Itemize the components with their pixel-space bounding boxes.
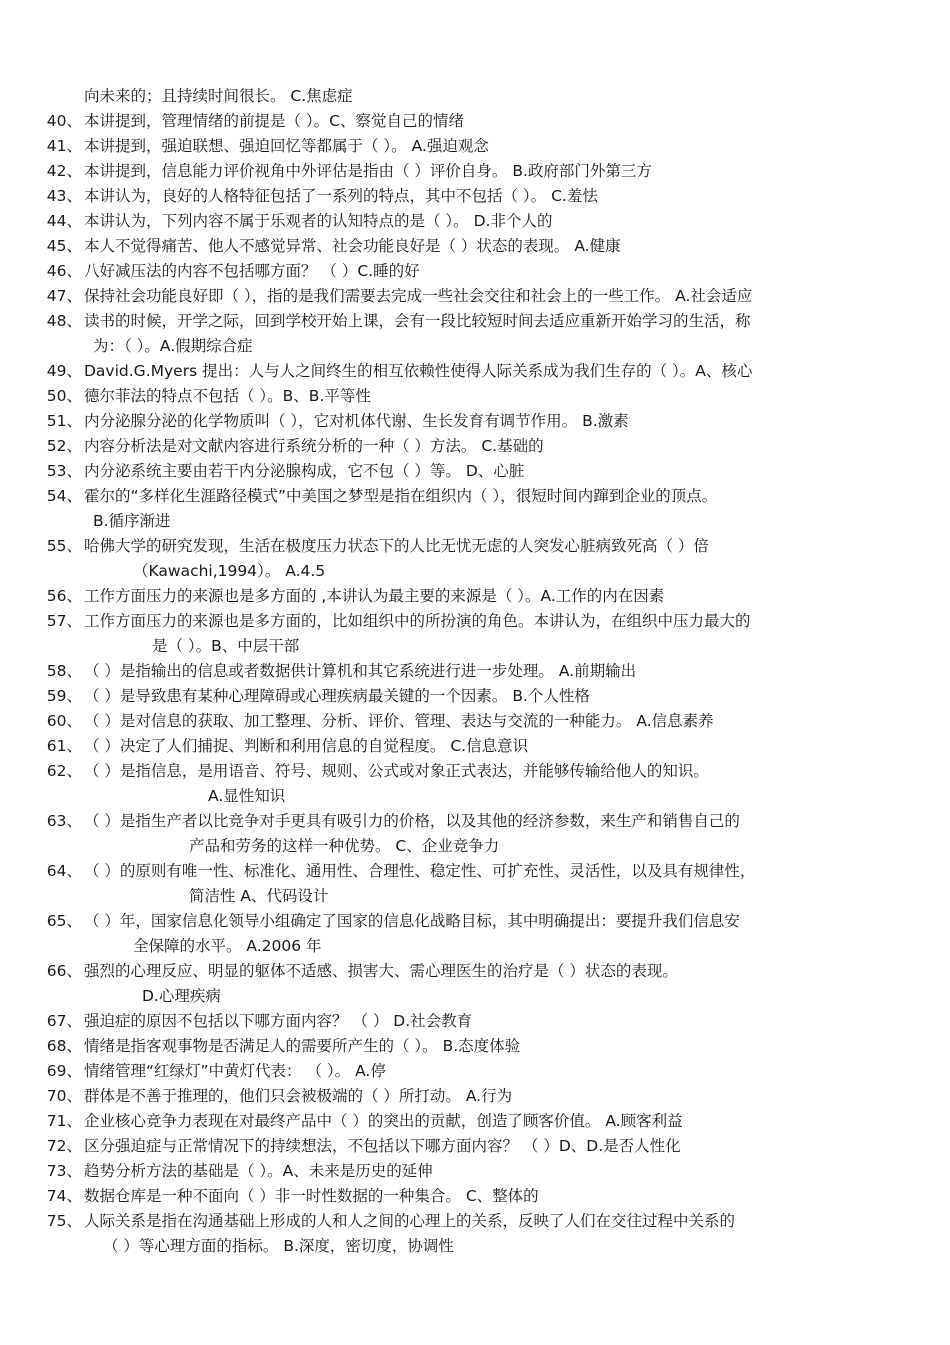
question-item [0,709,950,734]
question-item [0,1109,950,1134]
question-text: 人际关系是指在沟通基础上形成的人和人之间的心理上的关系，反映了人们在交往过程中关系的 [84,1212,736,1230]
question-number: 50、 [46,387,82,405]
question-text: 本讲认为，下列内容不属于乐观者的认知特点的是（ ）。 D.非个人的 [84,212,553,230]
question-text: 哈佛大学的研究发现，生活在极度压力状态下的人比无忧无虑的人突发心脏病致死高（ ）倍 [84,537,709,555]
question-number: 56、 [46,587,82,605]
question-item [0,1184,950,1209]
question-number: 75、 [46,1212,82,1230]
question-continuation: （ ）等心理方面的指标。 B.深度，密切度，协调性 [103,1237,454,1255]
question-item [0,1034,950,1059]
document-body [0,84,950,1259]
question-continuation: D.心理疾病 [142,987,221,1005]
question-number: 49、 [46,362,82,380]
question-text: 德尔菲法的特点不包括（ ）。B、B.平等性 [84,387,371,405]
question-text: 强烈的心理反应、明显的躯体不适感、损害大、需心理医生的治疗是（ ）状态的表现。 [84,962,678,980]
question-item [0,459,950,484]
question-item [0,159,950,184]
question-item [0,109,950,134]
question-continuation: A.显性知识 [208,787,286,805]
question-text: 内容分析法是对文献内容进行系统分析的一种（ ）方法。 C.基础的 [84,437,544,455]
question-item [0,434,950,459]
question-item [0,359,950,384]
question-continuation: 为：（ ）。A.假期综合症 [93,337,253,355]
question-item [0,409,950,434]
question-text: 本讲提到，信息能力评价视角中外评估是指由（ ）评价自身。 B.政府部门外第三方 [84,162,652,180]
question-continuation: 产品和劳务的这样一种优势。 C、企业竞争力 [189,837,500,855]
question-number: 48、 [46,312,82,330]
question-item [0,909,950,959]
question-text: （ ）是指输出的信息或者数据供计算机和其它系统进行进一步处理。 A.前期输出 [84,662,637,680]
question-text: 霍尔的“多样化生涯路径模式”中美国之梦型是指在组织内（ ），很短时间内蹿到企业的顶点。 [84,487,718,505]
question-item [0,609,950,659]
question-number: 74、 [46,1187,82,1205]
question-text: （ ）是导致患有某种心理障碍或心理疾病最关键的一个因素。 B.个人性格 [84,687,590,705]
question-number: 45、 [46,237,82,255]
question-text: 趋势分析方法的基础是（ ）。A、未来是历史的延伸 [84,1162,433,1180]
question-number: 47、 [46,287,82,305]
question-text: 情绪是指客观事物是否满足人的需要所产生的（ ）。 B.态度体验 [84,1037,521,1055]
question-text: （ ）的原则有唯一性、标准化、通用性、合理性、稳定性、可扩充性、灵活性，以及具有规律性， [84,862,756,880]
question-text: 企业核心竞争力表现在对最终产品中（ ）的突出的贡献，创造了顾客价值。 A.顾客利益 [84,1112,683,1130]
question-number: 44、 [46,212,82,230]
question-number: 69、 [46,1062,82,1080]
question-number: 63、 [46,812,82,830]
question-number: 57、 [46,612,82,630]
question-number: 43、 [46,187,82,205]
question-item [0,659,950,684]
question-item [0,959,950,1009]
question-number: 46、 [46,262,82,280]
question-item [0,209,950,234]
question-text: 数据仓库是一种不面向（ ）非一时性数据的一种集合。 C、整体的 [84,1187,539,1205]
question-text: （ ）是指生产者以比竞争对手更具有吸引力的价格，以及其他的经济参数，来生产和销售自己的 [84,812,740,830]
question-item [0,1009,950,1034]
question-item [0,84,950,109]
question-item [0,1159,950,1184]
question-item [0,859,950,909]
question-continuation: （Kawachi,1994）。 A.4.5 [133,562,326,580]
question-continuation: 是（ ）。B、中层干部 [152,637,300,655]
question-item [0,1209,950,1259]
question-item [0,684,950,709]
question-item [0,309,950,359]
question-text: 工作方面压力的来源也是多方面的，比如组织中的所扮演的角色。本讲认为，在组织中压力最大的 [84,612,751,630]
question-item [0,259,950,284]
question-item [0,284,950,309]
question-item [0,1134,950,1159]
question-item [0,759,950,809]
question-text: 情绪管理“红绿灯”中黄灯代表： （ ）。 A.停 [84,1062,386,1080]
question-text: 群体是不善于推理的，他们只会被极端的（ ）所打动。 A.行为 [84,1087,513,1105]
question-number: 66、 [46,962,82,980]
question-number: 52、 [46,437,82,455]
question-item [0,484,950,534]
question-text: 本人不觉得痛苦、他人不感觉异常、社会功能良好是（ ）状态的表现。 A.健康 [84,237,621,255]
question-text: 保持社会功能良好即（ ），指的是我们需要去完成一些社会交往和社会上的一些工作。 A.社会适应 [84,287,753,305]
question-text: 内分泌系统主要由若干内分泌腺构成，它不包（ ）等。 D、心脏 [84,462,525,480]
question-text: 内分泌腺分泌的化学物质叫（ ），它对机体代谢、生长发育有调节作用。 B.激素 [84,412,629,430]
question-number: 73、 [46,1162,82,1180]
question-item [0,1084,950,1109]
question-item [0,234,950,259]
question-number: 42、 [46,162,82,180]
question-text: 八好减压法的内容不包括哪方面？ （ ）C.睡的好 [84,262,420,280]
question-text: 强迫症的原因不包括以下哪方面内容？ （ ） D.社会教育 [84,1012,473,1030]
question-number: 67、 [46,1012,82,1030]
question-continuation: 简洁性 A、代码设计 [189,887,329,905]
question-text: （ ）是对信息的获取、加工整理、分析、评价、管理、表达与交流的一种能力。 A.信息素养 [84,712,714,730]
question-number: 41、 [46,137,82,155]
question-continuation: B.循序渐进 [93,512,171,530]
question-number: 70、 [46,1087,82,1105]
question-item [0,1059,950,1084]
question-number: 60、 [46,712,82,730]
question-text: 区分强迫症与正常情况下的持续想法，不包括以下哪方面内容？ （ ）D、D.是否人性化 [84,1137,681,1155]
question-text: （ ）是指信息，是用语音、符号、规则、公式或对象正式表达，并能够传输给他人的知识。 [84,762,709,780]
question-number: 64、 [46,862,82,880]
question-number: 40、 [46,112,82,130]
question-number: 71、 [46,1112,82,1130]
question-text: 工作方面压力的来源也是多方面的 ,本讲认为最主要的来源是（ ）。A.工作的内在因素 [84,587,665,605]
question-number: 62、 [46,762,82,780]
question-number: 59、 [46,687,82,705]
question-text: （ ）年，国家信息化领导小组确定了国家的信息化战略目标，其中明确提出：要提升我们信息安 [84,912,740,930]
question-text: 读书的时候，开学之际，回到学校开始上课，会有一段比较短时间去适应重新开始学习的生活，称 [84,312,751,330]
question-item [0,584,950,609]
question-item [0,384,950,409]
question-number: 72、 [46,1137,82,1155]
question-number: 65、 [46,912,82,930]
question-text: 本讲提到，强迫联想、强迫回忆等都属于（ ）。 A.强迫观念 [84,137,489,155]
question-text: 本讲认为，良好的人格特征包括了一系列的特点，其中不包括（ ）。 C.羞怯 [84,187,598,205]
question-text: 本讲提到，管理情绪的前提是（ ）。C、察觉自己的情绪 [84,112,465,130]
question-text: （ ）决定了人们捕捉、判断和利用信息的自觉程度。 C.信息意识 [84,737,529,755]
question-number: 53、 [46,462,82,480]
question-item [0,734,950,759]
question-number: 54、 [46,487,82,505]
question-number: 68、 [46,1037,82,1055]
question-item [0,809,950,859]
question-continuation: 全保障的水平。 A.2006 年 [133,937,322,955]
question-item [0,534,950,584]
question-item [0,134,950,159]
question-item [0,184,950,209]
question-number: 61、 [46,737,82,755]
question-number: 55、 [46,537,82,555]
question-text: David.G.Myers 提出：人与人之间终生的相互依赖性使得人际关系成为我们生存的（ ）。A、核心 [84,362,753,380]
question-text: 向未来的；且持续时间很长。 C.焦虑症 [84,87,353,105]
question-number: 51、 [46,412,82,430]
question-number: 58、 [46,662,82,680]
